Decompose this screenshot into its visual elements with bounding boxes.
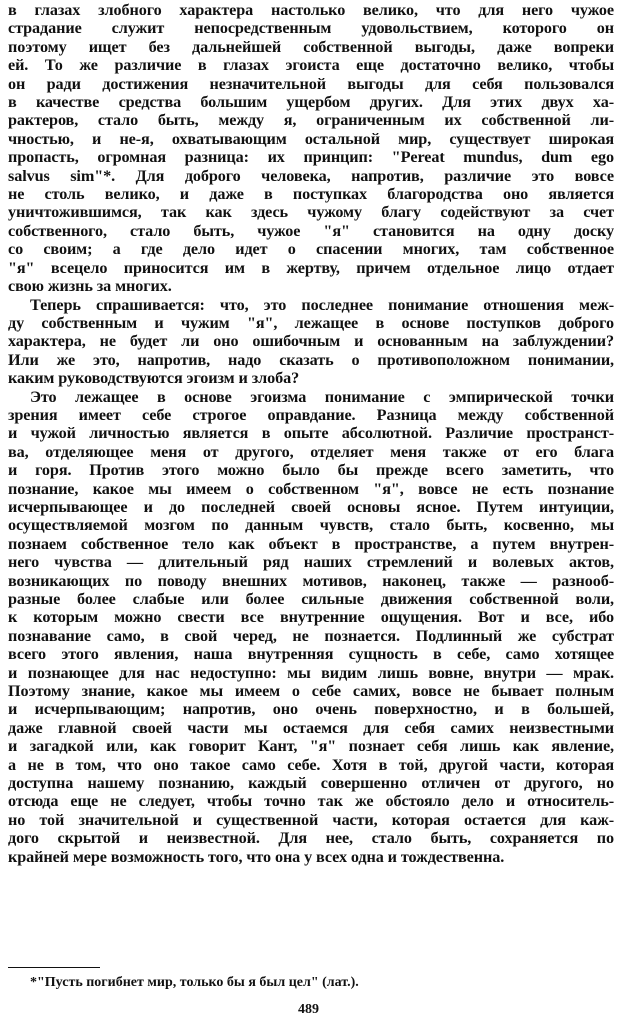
text-line: всего этого явления, наша внутренняя сущность в себе, само хотящее bbox=[8, 645, 614, 664]
text-line: поэтому ищет без дальнейшей собственной выгоды, даже вопреки bbox=[8, 37, 614, 56]
text-line: не столь велико, и даже в поступках благородства оно является bbox=[8, 185, 614, 204]
page-number: 489 bbox=[298, 1002, 319, 1017]
text-line: рактеров, стало быть, между я, ограниченным их собственной ли- bbox=[8, 111, 614, 130]
text-line: крайней мере возможность того, что она у всех одна и тождественна. bbox=[8, 847, 505, 866]
text-line: разные более слабые или более сильные движения собственной воли, bbox=[8, 590, 614, 608]
text-line: доступна нашему познанию, каждый совершенно отличен от другого, но bbox=[8, 774, 614, 793]
text-line: Поэтому знание, какое мы имеем о себе самих, вовсе не бывает полным bbox=[8, 682, 614, 701]
paragraph-start-line: Теперь спрашивается: что, это последнее понимание отношения меж- bbox=[30, 295, 614, 314]
text-line: страдание служит непосредственным удовольствием, которого он bbox=[8, 19, 614, 38]
footnote: *"Пусть погибнет мир, только бы я был цел" (лат.). bbox=[30, 975, 359, 990]
text-line: а не в том, что оно такое само себе. Хотя в той, другой части, которая bbox=[8, 755, 614, 774]
text-line: характера, не будет ли оно ошибочным и основанным на заблуждении? bbox=[8, 332, 614, 351]
text-line: к которым можно свести все внутренние ощущения. Вот и все, ибо bbox=[8, 608, 614, 627]
text-line: "я" всецело приносится им в жертву, причем отдельное лицо отдает bbox=[8, 258, 614, 277]
text-line: но той значительной и существенной части, которая остается для каж- bbox=[8, 810, 614, 829]
text-line: и познающее для нас недоступно: мы видим лишь вовне, внутри — мрак. bbox=[8, 663, 614, 682]
text-line: возникающих по поводу внешних мотивов, наконец, также — разнооб- bbox=[8, 571, 614, 590]
text-line: познание, какое мы имеем о собственном "я", вовсе не есть познание bbox=[8, 479, 614, 498]
text-line: даже главной своей части мы остаемся для себя самих неизвестными bbox=[8, 718, 614, 737]
text-line: и чужой личностью является в опыте абсолютной. Различие пространст- bbox=[8, 424, 614, 443]
text-line: ду собственным и чужим "я", лежащее в основе поступков доброго bbox=[8, 313, 614, 332]
text-line: дого скрытой и неизвестной. Для нее, стало быть, сохраняется по bbox=[8, 829, 614, 848]
text-line: него чувства — длительный ряд наших стремлений и волевых актов, bbox=[8, 553, 614, 572]
text-line: чностью, и не-я, охватывающим остальной мир, существует широкая bbox=[8, 129, 614, 148]
text-line: отсюда еще не следует, чтобы точно так же обстояло дело и относитель- bbox=[8, 792, 614, 811]
text-line: со своим; а где дело идет о спасении многих, там собственное bbox=[8, 240, 614, 259]
text-line: и загадкой или, как говорит Кант, "я" познает себя лишь как явление, bbox=[8, 737, 614, 756]
book-page bbox=[8, 0, 614, 1026]
body-text bbox=[8, 1, 614, 866]
text-line: в глазах злобного характера настолько велико, что для него чужое bbox=[8, 1, 614, 19]
text-line: исчерпывающее и до последней своей основы ясное. Путем интуиции, bbox=[8, 497, 614, 516]
text-line: salvus sim"*. Для доброго человека, напротив, различие это вовсе bbox=[8, 166, 614, 185]
text-line: осуществляемой мозгом по данным чувств, стало быть, косвенно, мы bbox=[8, 516, 614, 535]
text-line: в качестве средства большим ущербом других. Для этих двух ха- bbox=[8, 93, 614, 112]
text-line: ей. То же различие в глазах эгоиста еще достаточно велико, чтобы bbox=[8, 56, 614, 75]
text-line: каким руководствуются эгоизм и злоба? bbox=[8, 369, 300, 388]
paragraph-start-line: Это лежащее в основе эгоизма понимание с эмпирической точки bbox=[30, 387, 614, 406]
text-line: Или же это, напротив, надо сказать о противоположном понимании, bbox=[8, 350, 614, 369]
text-line: и исчерпывающим; напротив, оно очень поверхностно, и в большей, bbox=[8, 700, 614, 719]
text-line: свою жизнь за многих. bbox=[8, 277, 172, 296]
text-line: уничтожившимся, так как здесь чужому благу содействуют за счет bbox=[8, 203, 614, 222]
text-line: и горя. Против этого можно было бы прежде всего заметить, что bbox=[8, 461, 614, 480]
text-line: пропасть, огромная разница: их принцип: "Pereat mundus, dum ego bbox=[8, 148, 614, 167]
text-line: познаем собственное тело как объект в пространстве, а путем внутрен- bbox=[8, 534, 614, 553]
text-line: ва, отделяющее меня от другого, отделяет меня также от его блага bbox=[8, 442, 614, 461]
footnote-divider bbox=[8, 967, 100, 968]
text-line: познавание само, в свой черед, не познается. Подлинный же субстрат bbox=[8, 626, 614, 645]
text-line: зрения имеет себе строгое оправдание. Разница между собственной bbox=[8, 405, 614, 424]
text-line: собственного, стало быть, чужое "я" становится на одну доску bbox=[8, 221, 614, 240]
text-line: он ради достижения незначительной выгоды для себя пользовался bbox=[8, 74, 614, 93]
